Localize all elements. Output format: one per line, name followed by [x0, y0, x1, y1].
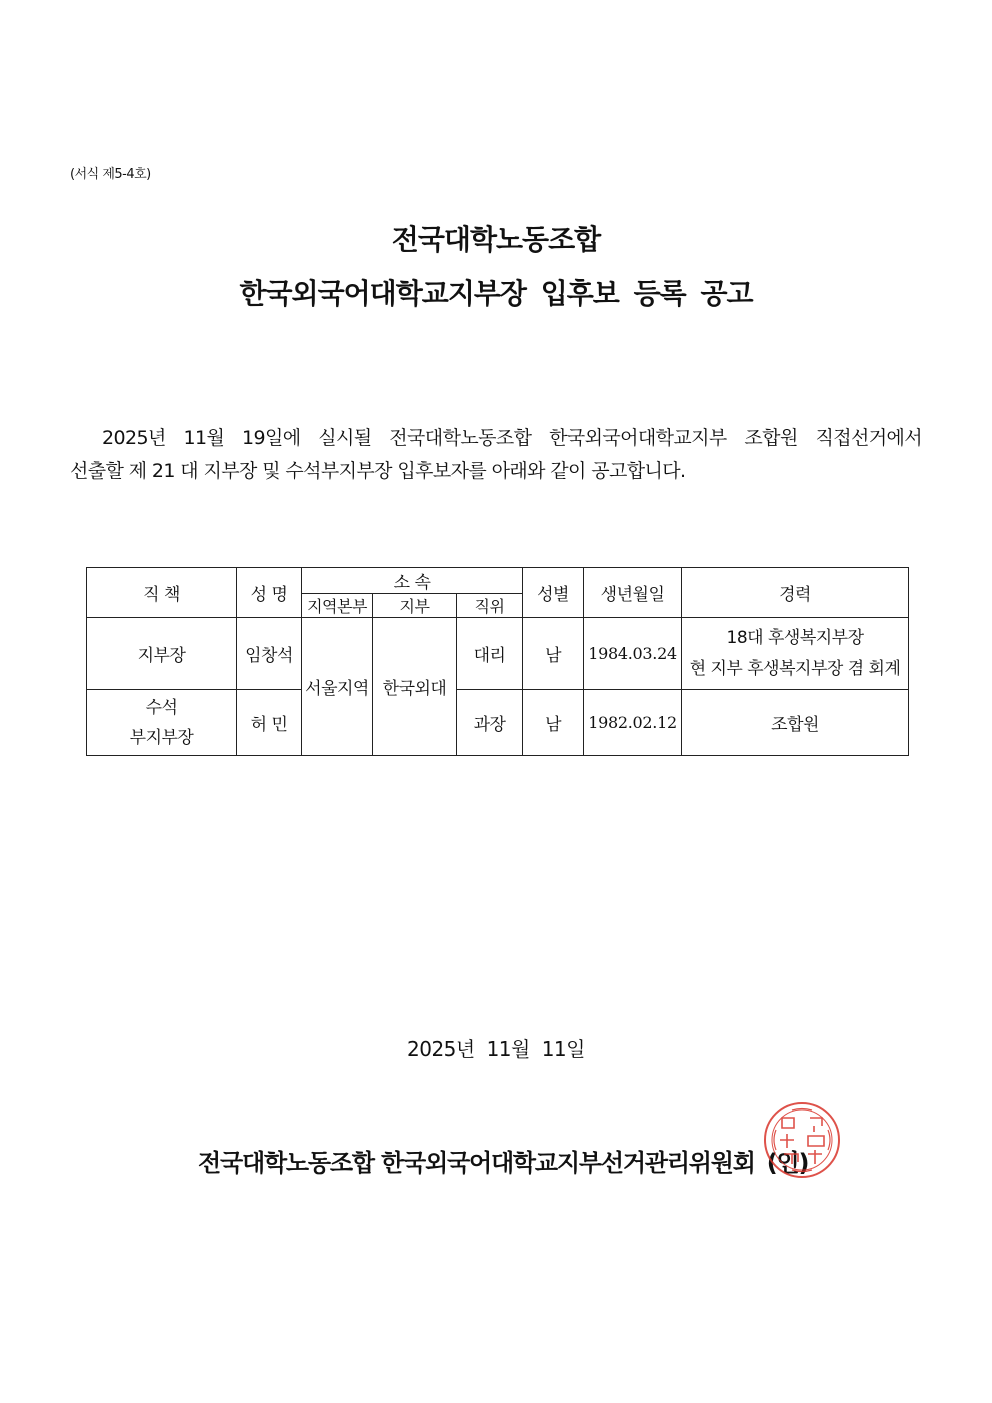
document-title-line2: 한국외국어대학교지부장 입후보 등록 공고	[239, 277, 753, 310]
form-number: (서식 제5-4호)	[70, 167, 151, 182]
row1-career-line2: 현 지부 후생복지부장 겸 회계	[689, 658, 901, 679]
candidate-table	[86, 567, 909, 756]
document-title-line1: 전국대학노동조합	[391, 223, 601, 256]
row2-position	[87, 690, 237, 756]
header-career: 경력	[682, 568, 909, 618]
row2-job-title: 과장	[457, 690, 523, 756]
header-birthdate: 생년월일	[584, 568, 682, 618]
header-branch: 지부	[373, 594, 457, 618]
row1-career-line1: 18대 후생복지부장	[726, 627, 864, 648]
official-seal-icon	[762, 1100, 842, 1180]
table-row	[87, 618, 909, 690]
row2-position-line2: 부지부장	[129, 727, 194, 748]
header-gender: 성별	[523, 568, 584, 618]
header-affiliation: 소 속	[302, 568, 523, 594]
body-line-1: 2025년 11월 19일에 실시될 전국대학노동조합 한국외국어대학교지부 조합원 직접선거에서	[102, 427, 922, 449]
header-name: 성 명	[237, 568, 302, 618]
row2-career: 조합원	[682, 690, 909, 756]
row1-name: 임창석	[237, 618, 302, 690]
row2-birthdate: 1982.02.12	[584, 690, 682, 756]
row2-gender: 남	[523, 690, 584, 756]
header-region: 지역본부	[302, 594, 373, 618]
body-line-2: 선출할 제 21 대 지부장 및 수석부지부장 입후보자를 아래와 같이 공고합니다.	[70, 460, 686, 482]
seal-mark-text: (인)	[766, 1149, 809, 1177]
committee-signature	[198, 1143, 808, 1178]
header-job-title: 직위	[457, 594, 523, 618]
row1-birthdate: 1984.03.24	[584, 618, 682, 690]
header-position: 직 책	[87, 568, 237, 618]
committee-name: 전국대학노동조합 한국외국어대학교지부선거관리위원회	[198, 1149, 755, 1177]
row1-career	[682, 618, 909, 690]
announcement-body	[70, 422, 922, 488]
row2-position-line1: 수석	[145, 697, 178, 718]
announcement-date: 2025년 11월 11일	[407, 1037, 585, 1061]
row2-name: 허 민	[237, 690, 302, 756]
shared-branch: 한국외대	[373, 618, 457, 756]
row1-position: 지부장	[87, 618, 237, 690]
row1-gender: 남	[523, 618, 584, 690]
row1-job-title: 대리	[457, 618, 523, 690]
shared-region: 서울지역	[302, 618, 373, 756]
table-row	[87, 690, 909, 756]
